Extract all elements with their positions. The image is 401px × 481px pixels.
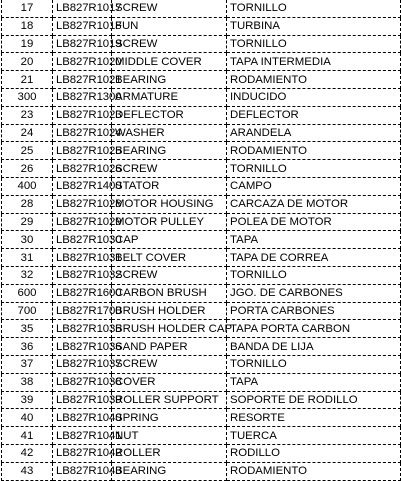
table-row	[2, 124, 401, 142]
table-row	[2, 213, 401, 231]
description-en-cell: MOTOR HOUSING	[112, 195, 227, 213]
part-code-cell: LB827R1600	[53, 284, 112, 302]
item-number-cell: 28	[2, 195, 53, 213]
item-number-cell: 18	[2, 17, 53, 35]
description-en-cell: SCREW	[112, 35, 227, 53]
part-code-cell: LB827R1023	[53, 106, 112, 124]
item-number-cell: 35	[2, 320, 53, 338]
description-en-cell: BEARING	[112, 142, 227, 160]
table-row	[2, 88, 401, 106]
part-code-cell: LB827R1041	[53, 427, 112, 445]
description-es-cell: RODAMIENTO	[227, 142, 401, 160]
description-es-cell: SOPORTE DE RODILLO	[227, 391, 401, 409]
table-row	[2, 391, 401, 409]
description-en-cell: BRUSH HOLDER CAP	[112, 320, 227, 338]
description-es-cell: RODILLO	[227, 444, 401, 462]
part-code-cell: LB827R1021	[53, 71, 112, 89]
description-en-cell: NUT	[112, 427, 227, 445]
description-es-cell: PORTA CARBONES	[227, 302, 401, 320]
description-en-cell: ROLLER	[112, 444, 227, 462]
description-en-cell: MOTOR PULLEY	[112, 213, 227, 231]
item-number-cell: 39	[2, 391, 53, 409]
table-row	[2, 427, 401, 445]
description-en-cell: BEARING	[112, 71, 227, 89]
part-code-cell: LB827R1038	[53, 373, 112, 391]
description-es-cell: DEFLECTOR	[227, 106, 401, 124]
description-es-cell: TORNILLO	[227, 0, 401, 17]
description-en-cell: BELT COVER	[112, 249, 227, 267]
item-number-cell: 21	[2, 71, 53, 89]
item-number-cell: 24	[2, 124, 53, 142]
description-en-cell: CARBON BRUSH	[112, 284, 227, 302]
part-code-cell: LB827R1025	[53, 142, 112, 160]
table-row	[2, 142, 401, 160]
parts-table-body	[2, 0, 401, 480]
description-en-cell: BRUSH HOLDER	[112, 302, 227, 320]
item-number-cell: 700	[2, 302, 53, 320]
description-es-cell: TAPA PORTA CARBON	[227, 320, 401, 338]
description-es-cell: TAPA	[227, 231, 401, 249]
description-en-cell: FUN	[112, 17, 227, 35]
description-en-cell: ROLLER SUPPORT	[112, 391, 227, 409]
table-row	[2, 284, 401, 302]
description-es-cell: TURBINA	[227, 17, 401, 35]
table-row	[2, 409, 401, 427]
description-es-cell: TUERCA	[227, 427, 401, 445]
description-es-cell: ARANDELA	[227, 124, 401, 142]
table-row	[2, 17, 401, 35]
description-en-cell: BEARING	[112, 462, 227, 480]
description-es-cell: RODAMIENTO	[227, 462, 401, 480]
item-number-cell: 25	[2, 142, 53, 160]
part-code-cell: LB827R1019	[53, 35, 112, 53]
part-code-cell: LB827R1030	[53, 231, 112, 249]
description-es-cell: TORNILLO	[227, 266, 401, 284]
item-number-cell: 23	[2, 106, 53, 124]
table-row	[2, 266, 401, 284]
part-code-cell: LB827R1026	[53, 160, 112, 178]
item-number-cell: 19	[2, 35, 53, 53]
description-en-cell: MIDDLE COVER	[112, 53, 227, 71]
table-row	[2, 35, 401, 53]
description-en-cell: ARMATURE	[112, 88, 227, 106]
description-es-cell: BANDA DE LIJA	[227, 338, 401, 356]
description-en-cell: SAND PAPER	[112, 338, 227, 356]
table-row	[2, 302, 401, 320]
part-code-cell: LB827R1020	[53, 53, 112, 71]
item-number-cell: 29	[2, 213, 53, 231]
table-row	[2, 53, 401, 71]
table-row	[2, 160, 401, 178]
table-row	[2, 462, 401, 480]
item-number-cell: 36	[2, 338, 53, 356]
part-code-cell: LB827R1031	[53, 249, 112, 267]
parts-table	[1, 0, 401, 481]
part-code-cell: LB827R1400	[53, 177, 112, 195]
part-code-cell: LB827R1028	[53, 195, 112, 213]
table-row	[2, 373, 401, 391]
item-number-cell: 400	[2, 177, 53, 195]
table-row	[2, 249, 401, 267]
item-number-cell: 31	[2, 249, 53, 267]
description-es-cell: RESORTE	[227, 409, 401, 427]
table-row	[2, 71, 401, 89]
description-es-cell: INDUCIDO	[227, 88, 401, 106]
description-en-cell: SPRING	[112, 409, 227, 427]
item-number-cell: 41	[2, 427, 53, 445]
item-number-cell: 300	[2, 88, 53, 106]
description-es-cell: CARCAZA DE MOTOR	[227, 195, 401, 213]
description-es-cell: JGO. DE CARBONES	[227, 284, 401, 302]
table-row	[2, 355, 401, 373]
item-number-cell: 26	[2, 160, 53, 178]
description-en-cell: WASHER	[112, 124, 227, 142]
description-es-cell: TAPA INTERMEDIA	[227, 53, 401, 71]
table-row	[2, 338, 401, 356]
description-es-cell: TORNILLO	[227, 160, 401, 178]
part-code-cell: LB827R1018	[53, 17, 112, 35]
description-en-cell: SCREW	[112, 160, 227, 178]
table-row	[2, 0, 401, 17]
description-en-cell: DEFLECTOR	[112, 106, 227, 124]
part-code-cell: LB827R1017	[53, 0, 112, 17]
part-code-cell: LB827R1039	[53, 391, 112, 409]
description-es-cell: TORNILLO	[227, 35, 401, 53]
item-number-cell: 30	[2, 231, 53, 249]
item-number-cell: 32	[2, 266, 53, 284]
table-row	[2, 106, 401, 124]
description-en-cell: SCREW	[112, 355, 227, 373]
part-code-cell: LB827R1029	[53, 213, 112, 231]
part-code-cell: LB827R1300	[53, 88, 112, 106]
part-code-cell: LB827R1040	[53, 409, 112, 427]
part-code-cell: LB827R1032	[53, 266, 112, 284]
description-en-cell: CAP	[112, 231, 227, 249]
table-row	[2, 195, 401, 213]
table-row	[2, 231, 401, 249]
description-en-cell: SCREW	[112, 266, 227, 284]
description-en-cell: COVER	[112, 373, 227, 391]
part-code-cell: LB827R1042	[53, 444, 112, 462]
item-number-cell: 42	[2, 444, 53, 462]
table-row	[2, 444, 401, 462]
part-code-cell: LB827R1043	[53, 462, 112, 480]
description-es-cell: TAPA DE CORREA	[227, 249, 401, 267]
table-row	[2, 177, 401, 195]
description-en-cell: SCREW	[112, 0, 227, 17]
item-number-cell: 20	[2, 53, 53, 71]
description-es-cell: TAPA	[227, 373, 401, 391]
part-code-cell: LB827R1037	[53, 355, 112, 373]
part-code-cell: LB827R1035	[53, 320, 112, 338]
item-number-cell: 38	[2, 373, 53, 391]
item-number-cell: 17	[2, 0, 53, 17]
description-es-cell: TORNILLO	[227, 355, 401, 373]
description-en-cell: STATOR	[112, 177, 227, 195]
description-es-cell: POLEA DE MOTOR	[227, 213, 401, 231]
part-code-cell: LB827R1024	[53, 124, 112, 142]
part-code-cell: LB827R1700	[53, 302, 112, 320]
item-number-cell: 37	[2, 355, 53, 373]
part-code-cell: LB827R1036	[53, 338, 112, 356]
item-number-cell: 40	[2, 409, 53, 427]
item-number-cell: 600	[2, 284, 53, 302]
description-es-cell: CAMPO	[227, 177, 401, 195]
item-number-cell: 43	[2, 462, 53, 480]
table-row	[2, 320, 401, 338]
description-es-cell: RODAMIENTO	[227, 71, 401, 89]
